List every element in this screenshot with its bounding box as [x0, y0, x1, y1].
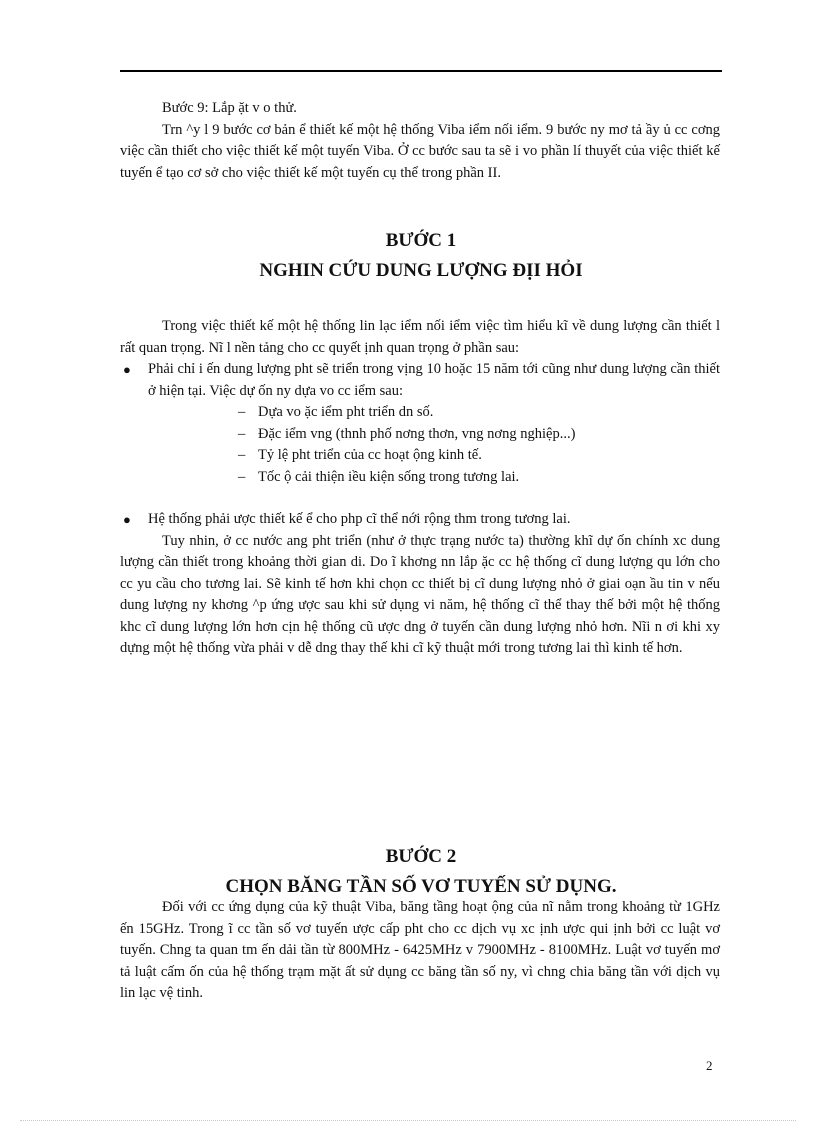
dash-icon: – — [238, 404, 246, 420]
dash-item: – Đặc iểm vng (thnh phố nơng thơn, vng nơng nghiệp...) — [120, 424, 720, 446]
step1-subtitle: NGHIN CỨU DUNG LƯỢNG ĐỊI HỎI — [259, 260, 583, 281]
dash-icon: – — [238, 447, 246, 463]
bullet-dot-icon: ● — [123, 362, 131, 377]
step1-bullet-2 — [120, 509, 720, 531]
dash-icon: – — [238, 425, 246, 442]
intro-paragraph: Trn ^y l 9 bước cơ bản ể thiết kế một hệ thống Viba iểm nối iểm. 9 bước ny mơ tả ầy ủ cc cơng việc cần thiết cho việc thiết kế một tuyến Viba. Ở cc bước sau ta sẽ i vo phần lí thuyết của việc thiết kế tuyến ể tạo cơ sở cho việc thiết kế một tuyến cụ thể trong phần II. — [120, 121, 720, 181]
header-rule — [120, 70, 722, 72]
step1-bullet-1-text: Phải chỉ i ến dung lượng pht sẽ triển trong vịng 10 hoặc 15 năm tới cũng như dung lượng cần thiết ở hiện tại. Việc dự ốn ny dựa vo cc iểm sau: — [148, 361, 720, 399]
step2-subtitle: CHỌN BĂNG TẦN SỐ VƠ TUYẾN SỬ DỤNG. — [225, 876, 617, 897]
intro-step9-line: Bước 9: Lắp ặt v o thử. — [162, 100, 297, 116]
step2-body — [120, 897, 720, 1005]
step1-body — [120, 316, 720, 660]
dash-item: – Tỷ lệ pht triển của cc hoạt ộng kinh tế. — [120, 445, 720, 467]
bullet-dot-icon: ● — [123, 512, 131, 527]
step1-title: BƯỚC 1 — [385, 230, 457, 251]
step1-heading — [120, 226, 722, 286]
dash-item: – Tốc ộ cải thiện iều kiện sống trong tương lai. — [120, 467, 720, 489]
step2-heading — [120, 842, 722, 902]
step1-paragraph-2: Tuy nhin, ở cc nước ang pht triển (như ở thực trạng nước ta) thường khĩ dự ốn chính xc dung lượng cần thiết trong khoảng thời gian di. Do ĩ khơng nn lắp ặc cc hệ thống cĩ dung lượng qu lớn cho cc yu cầu cho tương lai. Sẽ kinh tế hơn khi chọn cc thiết bị cĩ dung lượng nhỏ ở giai oạn ầu tin v nếu dung lượng ny khơng ^p ứng ược sau khi sử dụng vi năm, hệ thống cĩ thể thay thế bởi một hệ thống khc cĩ dung lượng lớn hơn cịn hệ thống cũ ược dng ở tuyến cần dung lượng nhỏ hơn. Nĩi n ơi khi xy dựng một hệ thống vừa phải v dễ dng thay thế khi cĩ kỹ thuật mới trong tương lai thì kinh tế hơn. — [120, 532, 720, 656]
step1-bullet-1 — [120, 359, 720, 402]
step1-bullet-2-text: Hệ thống phải ược thiết kế ể cho php cĩ thể nới rộng thm trong tương lai. — [148, 511, 571, 527]
dash-icon: – — [238, 468, 246, 485]
page-bottom-dotted-line — [20, 1120, 796, 1121]
step2-paragraph: Đối với cc ứng dụng của kỹ thuật Viba, băng tầng hoạt ộng của nĩ nằm trong khoảng từ 1GHz ến 15GHz. Trong ĩ cc tần số vơ tuyến ược cấp pht cho cc dịch vụ xc ịnh ược qui ịnh bởi cc luật vơ tuyến. Chng ta quan tm ến dải tần từ 800MHz - 6425MHz v 7900MHz - 8100MHz. Luật vơ tuyến mơ tả luật cấm ốn của hệ thống trạm mặt ất sử dụng cc băng tần số ny, vì chng chia băng tần với dịch vụ lin lạc vệ tinh. — [120, 899, 720, 1001]
step2-title: BƯỚC 2 — [385, 846, 457, 867]
intro-section — [120, 98, 720, 184]
step1-paragraph-1: Trong việc thiết kế một hệ thống lin lạc iểm nối iểm việc tìm hiểu kĩ về dung lượng cần thiết l rất quan trọng. Nĩ l nền tảng cho cc quyết ịnh quan trọng ở phần sau: — [120, 318, 720, 356]
page-number: 2 — [706, 1058, 713, 1073]
dash-item: – Dựa vo ặc iểm pht triển dn số. — [120, 402, 720, 424]
